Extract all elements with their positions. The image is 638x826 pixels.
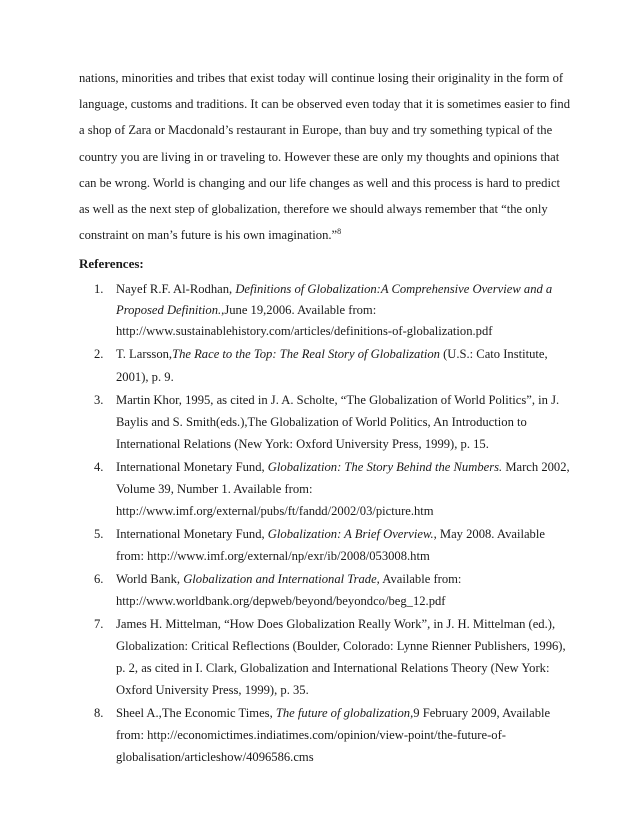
ref-text: , May 2008. Available — [433, 527, 545, 541]
reference-5-line-1 — [116, 526, 545, 542]
reference-8-line-1 — [116, 705, 550, 721]
ref-title: Definitions of Globalization:A Comprehensive Overview and a — [235, 282, 553, 296]
ref-title: Globalization and International Trade, — [183, 572, 380, 586]
reference-7-line-3: p. 2, as cited in I. Clark, Globalization and International Relations Theory (New York: — [116, 661, 550, 675]
body-line-3: a shop of Zara or Macdonald’s restaurant in Europe, than buy and try something typical of the — [79, 123, 553, 137]
reference-4-line-2: Volume 39, Number 1. Available from: — [116, 482, 313, 496]
ref-text: Available from: — [379, 572, 462, 586]
reference-7-line-4: Oxford University Press, 1999), p. 35. — [116, 683, 309, 697]
body-line-7-text: constraint on man’s future is his own imagination.” — [79, 228, 338, 242]
ref-text: International Monetary Fund, — [116, 527, 268, 541]
reference-3-line-3: International Relations (New York: Oxford University Press, 1999), p. 15. — [116, 437, 489, 451]
ref-title: The Race to the Top: The Real Story of Globalization — [172, 347, 440, 361]
reference-3-line-2: Baylis and S. Smith(eds.),The Globalization of World Politics, An Introduction to — [116, 415, 527, 429]
reference-5-line-2: from: http://www.imf.org/external/np/exr/ib/2008/053008.htm — [116, 549, 430, 563]
reference-6-url: http://www.worldbank.org/depweb/beyond/beyondco/beg_12.pdf — [116, 594, 446, 608]
reference-number: 5. — [94, 527, 104, 541]
reference-8-line-2: from: http://economictimes.indiatimes.com/opinion/view-point/the-future-of- — [116, 728, 506, 742]
ref-title: Globalization: The Story Behind the Numbers. — [267, 460, 503, 474]
reference-number: 7. — [94, 617, 104, 631]
reference-2-line-2: 2001), p. 9. — [116, 370, 174, 384]
reference-2-line-1 — [116, 346, 548, 362]
reference-number: 1. — [94, 282, 104, 296]
ref-text: March 2002, — [502, 460, 570, 474]
reference-6-line-1 — [116, 571, 461, 587]
ref-text: T. Larsson, — [116, 347, 173, 361]
body-line-4: country you are living in or traveling to. However these are only my thoughts and opinions that — [79, 150, 560, 164]
reference-1-url: http://www.sustainablehistory.com/articles/definitions-of-globalization.pdf — [116, 324, 493, 338]
ref-title: The future of globalization, — [275, 706, 414, 720]
reference-4-url: http://www.imf.org/external/pubs/ft/fandd/2002/03/picture.htm — [116, 504, 434, 518]
reference-number: 6. — [94, 572, 104, 586]
body-line-7 — [79, 227, 341, 243]
reference-4-line-1 — [116, 459, 570, 475]
body-line-6: as well as the next step of globalization, therefore we should always remember that “the only — [79, 202, 548, 216]
ref-title: Globalization: A Brief Overview. — [267, 527, 434, 541]
reference-1-line-2 — [116, 302, 376, 318]
ref-text: Sheel A.,The Economic Times, — [116, 706, 276, 720]
ref-text: ,June 19,2006. Available from: — [221, 303, 377, 317]
reference-1-line-1 — [116, 281, 552, 297]
ref-text: International Monetary Fund, — [116, 460, 268, 474]
footnote-mark: 8 — [337, 226, 342, 236]
reference-number: 4. — [94, 460, 104, 474]
reference-number: 3. — [94, 393, 104, 407]
ref-title: Proposed Definition. — [116, 303, 222, 317]
reference-7-line-1: James H. Mittelman, “How Does Globalization Really Work”, in J. H. Mittelman (ed.), — [116, 617, 556, 631]
reference-number: 8. — [94, 706, 104, 720]
reference-7-line-2: Globalization: Critical Reflections (Boulder, Colorado: Lynne Rienner Publishers, 1996), — [116, 639, 566, 653]
reference-number: 2. — [94, 347, 104, 361]
ref-text: Nayef R.F. Al-Rodhan, — [116, 282, 236, 296]
body-line-5: can be wrong. World is changing and our life changes as well and this process is hard to predict — [79, 176, 561, 190]
body-line-2: language, customs and traditions. It can be observed even today that it is sometimes easier to find — [79, 97, 571, 111]
ref-text: 9 February 2009, Available — [413, 706, 551, 720]
body-line-1: nations, minorities and tribes that exist today will continue losing their originality in the form of — [79, 71, 564, 85]
reference-8-line-3: globalisation/articleshow/4096586.cms — [116, 750, 314, 764]
ref-text: World Bank, — [116, 572, 184, 586]
references-heading: References: — [79, 256, 144, 271]
reference-3-line-1: Martin Khor, 1995, as cited in J. A. Scholte, “The Globalization of World Politics”, in J. — [116, 393, 560, 407]
ref-text: (U.S.: Cato Institute, — [439, 347, 548, 361]
